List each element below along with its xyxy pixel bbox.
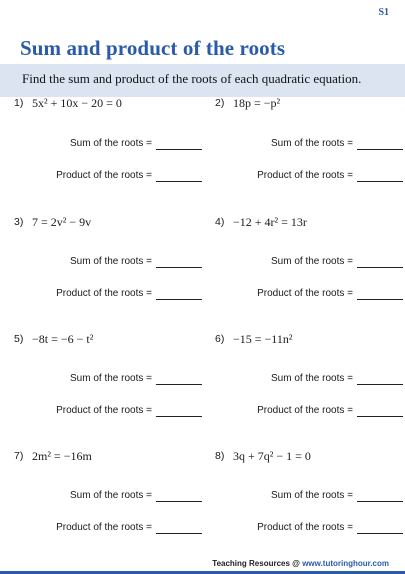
product-label: Product of the roots = [56, 405, 152, 416]
sum-label: Sum of the roots = [271, 256, 353, 267]
problem-number: 7) [14, 450, 24, 462]
sum-answer-blank[interactable] [357, 384, 403, 385]
footer-prefix: Teaching Resources @ [212, 559, 303, 568]
problem-number: 5) [14, 333, 24, 345]
problem-3 [14, 216, 204, 316]
product-answer-blank[interactable] [357, 299, 403, 300]
product-answer-blank[interactable] [156, 416, 202, 417]
problem-number: 1) [14, 97, 24, 109]
problem-number: 8) [215, 450, 225, 462]
product-answer-blank[interactable] [156, 533, 202, 534]
equation: −15 = −11n² [233, 332, 293, 346]
sheet-code: S1 [378, 7, 389, 18]
product-label: Product of the roots = [257, 405, 353, 416]
equation: 3q + 7q² − 1 = 0 [233, 449, 311, 463]
equation: 7 = 2v² − 9v [32, 215, 92, 229]
problem-number: 2) [215, 97, 225, 109]
sum-label: Sum of the roots = [70, 373, 152, 384]
footer [212, 559, 389, 568]
sum-label: Sum of the roots = [70, 256, 152, 267]
problem-1 [14, 97, 204, 197]
product-answer-blank[interactable] [156, 299, 202, 300]
sum-label: Sum of the roots = [70, 138, 152, 149]
sum-answer-blank[interactable] [156, 501, 202, 502]
problem-7 [14, 450, 204, 550]
product-answer-blank[interactable] [357, 416, 403, 417]
product-label: Product of the roots = [56, 170, 152, 181]
equation: 18p = −p² [233, 96, 281, 110]
sum-answer-blank[interactable] [357, 267, 403, 268]
sum-answer-blank[interactable] [156, 267, 202, 268]
sum-answer-blank[interactable] [156, 384, 202, 385]
problem-8 [215, 450, 405, 550]
product-label: Product of the roots = [257, 170, 353, 181]
equation: 2m² = −16m [32, 449, 92, 463]
sum-label: Sum of the roots = [271, 373, 353, 384]
product-label: Product of the roots = [257, 522, 353, 533]
sum-label: Sum of the roots = [271, 138, 353, 149]
product-answer-blank[interactable] [357, 181, 403, 182]
equation: −8t = −6 − t² [32, 332, 94, 346]
problem-4 [215, 216, 405, 316]
problem-2 [215, 97, 405, 197]
sum-answer-blank[interactable] [357, 501, 403, 502]
product-label: Product of the roots = [56, 288, 152, 299]
product-label: Product of the roots = [257, 288, 353, 299]
sum-label: Sum of the roots = [271, 490, 353, 501]
sum-answer-blank[interactable] [156, 149, 202, 150]
footer-link[interactable]: www.tutoringhour.com [302, 559, 389, 568]
sum-label: Sum of the roots = [70, 490, 152, 501]
page-title: Sum and product of the roots [20, 36, 286, 60]
sum-answer-blank[interactable] [357, 149, 403, 150]
problem-number: 4) [215, 216, 225, 228]
problem-6 [215, 333, 405, 433]
equation: 5x² + 10x − 20 = 0 [32, 96, 122, 110]
problem-5 [14, 333, 204, 433]
equation: −12 + 4r² = 13r [233, 215, 307, 229]
problem-number: 6) [215, 333, 225, 345]
product-label: Product of the roots = [56, 522, 152, 533]
product-answer-blank[interactable] [357, 533, 403, 534]
problem-number: 3) [14, 216, 24, 228]
product-answer-blank[interactable] [156, 181, 202, 182]
instructions: Find the sum and product of the roots of each quadratic equation. [22, 71, 362, 86]
